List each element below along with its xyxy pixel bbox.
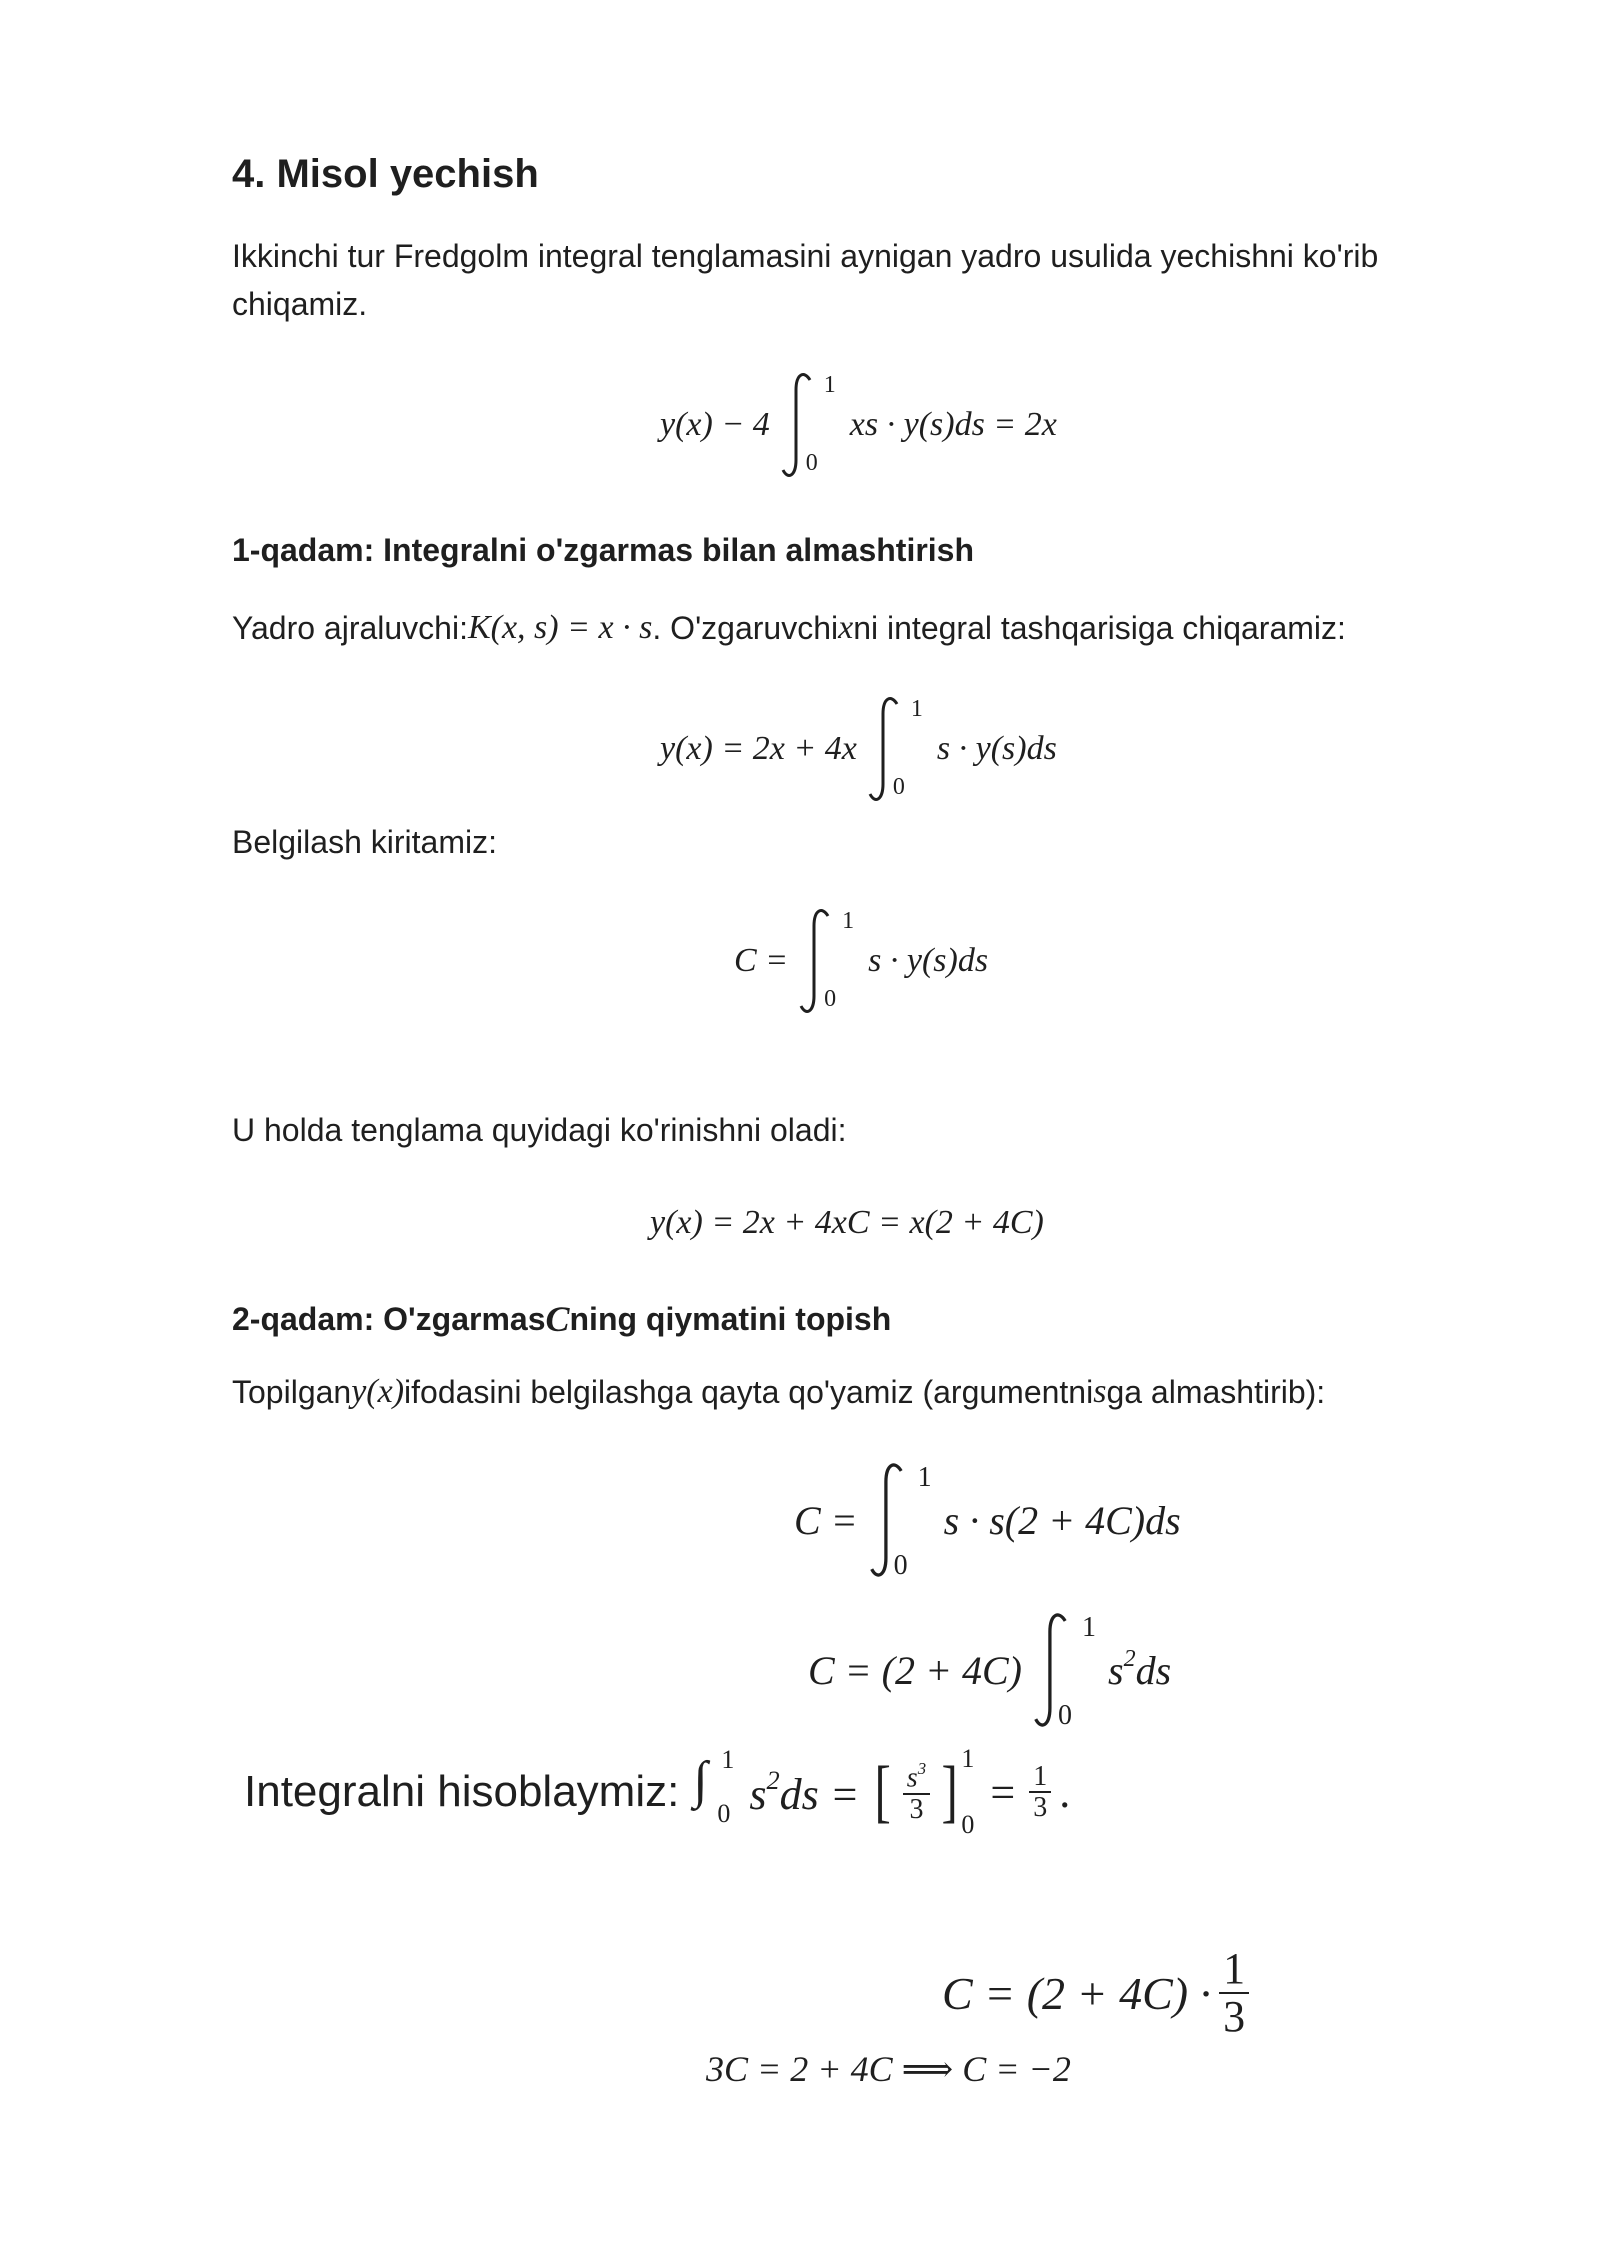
step-2-text <box>232 1368 1325 1416</box>
step-2-title-pre: 2-qadam: O'zgarmas <box>232 1300 546 1337</box>
equation-1 <box>660 370 1057 480</box>
calc-integral <box>693 1747 749 1837</box>
equation-7-numerator: 1 <box>1219 1946 1249 1994</box>
evaluation-limits <box>961 1744 974 1840</box>
integral-lower-limit: 0 <box>805 450 818 476</box>
intro-line-1: Ikkinchi tur Fredgolm integral tenglamasini aynigan yadro usulida yechishni ko'rib <box>232 238 1379 274</box>
numerator-exponent: 3 <box>917 1758 927 1778</box>
equation-7-fraction <box>1219 1946 1249 2040</box>
equation-8: 3C = 2 + 4C ⟹ C = −2 <box>706 2049 1071 2089</box>
integral-sign <box>780 370 840 480</box>
integrand-tail: ds <box>1135 1648 1172 1693</box>
intro-paragraph <box>232 232 1378 328</box>
kernel-formula: K(x, s) = x · s <box>467 609 653 646</box>
equation-6-integrand <box>1108 1646 1171 1694</box>
calc-integrand-exponent: 2 <box>766 1764 780 1795</box>
integral-upper-limit: 1 <box>842 908 855 934</box>
evaluation-lower: 0 <box>961 1810 975 1839</box>
equation-1-right: xs · y(s)ds = 2x <box>849 406 1057 443</box>
integral-lower-limit: 0 <box>892 774 905 800</box>
calc-label: Integralni hisoblaymiz: <box>244 1767 680 1816</box>
equation-1-left: y(x) − 4 <box>660 406 770 443</box>
intro-line-2: chiqamiz. <box>232 286 368 322</box>
calc-fraction <box>903 1760 930 1824</box>
section-heading: 4. Misol yechish <box>232 152 539 196</box>
function-y: y(x) <box>351 1373 405 1410</box>
calc-result <box>1029 1762 1051 1823</box>
calc-integrand-tail: ds = <box>779 1769 860 1819</box>
integral-upper-limit: 1 <box>1081 1612 1096 1643</box>
equation-2 <box>660 694 1057 804</box>
step-2-title-post: ning qiymatini topish <box>569 1300 892 1337</box>
calc-result-numerator: 1 <box>1029 1762 1051 1793</box>
calc-fraction-denominator: 3 <box>909 1793 924 1825</box>
calc-integrand <box>749 1765 859 1820</box>
equation-7-denominator: 3 <box>1223 1992 1246 2042</box>
integral-upper-limit: 1 <box>823 372 836 398</box>
calc-fraction-numerator <box>903 1760 930 1795</box>
calc-integral-lower: 0 <box>717 1799 731 1828</box>
step-2-text-mid: ifodasini belgilashga qayta qo'yamiz (argumentni <box>404 1374 1094 1410</box>
integral-sign <box>798 906 858 1016</box>
variable-s: s <box>1093 1373 1107 1410</box>
step-1-title: 1-qadam: Integralni o'zgarmas bilan almashtirish <box>232 532 975 568</box>
step-1-text <box>232 604 1346 652</box>
equation-5-left: C = <box>794 1497 858 1543</box>
integrand-base: s <box>1107 1648 1124 1693</box>
calc-integral-sign: ∫ <box>693 1752 708 1809</box>
integral-sign <box>868 1460 934 1580</box>
step-2-text-pre: Topilgan <box>232 1374 352 1410</box>
integral-sign <box>1032 1610 1098 1730</box>
equation-2-right: s · y(s)ds <box>936 730 1057 767</box>
integral-calculation <box>244 1744 1070 1840</box>
step-2-text-post: ga almashtirib): <box>1106 1374 1326 1410</box>
equation-3 <box>734 906 988 1016</box>
evaluation-upper: 1 <box>961 1744 975 1773</box>
equation-3-left: C = <box>734 942 789 979</box>
equation-2-left: y(x) = 2x + 4x <box>660 730 857 767</box>
integral-lower-limit: 0 <box>1057 1700 1072 1731</box>
equation-7 <box>942 1946 1257 2040</box>
integrand-exponent: 2 <box>1123 1646 1136 1672</box>
calc-result-denominator: 3 <box>1033 1792 1048 1823</box>
equation-7-left: C = (2 + 4C) · <box>942 1967 1212 2019</box>
step-1-text-mid: . O'zgaruvchi <box>652 610 839 646</box>
equation-5 <box>794 1460 1181 1580</box>
form-text: U holda tenglama quyidagi ko'rinishni oladi: <box>232 1112 847 1148</box>
integral-sign <box>867 694 927 804</box>
integral-upper-limit: 1 <box>917 1462 932 1493</box>
step-2-title <box>232 1298 891 1340</box>
calc-integral-upper: 1 <box>721 1745 735 1774</box>
right-bracket: ] <box>941 1753 958 1830</box>
equation-6 <box>808 1610 1171 1730</box>
equation-4: y(x) = 2x + 4xC = x(2 + 4C) <box>650 1204 1044 1241</box>
integral-lower-limit: 0 <box>893 1550 908 1581</box>
calc-equals: = <box>990 1767 1016 1817</box>
variable-x: x <box>838 609 854 646</box>
integral-upper-limit: 1 <box>910 696 923 722</box>
equation-6-left: C = (2 + 4C) <box>808 1647 1022 1693</box>
constant-c: C <box>545 1299 570 1339</box>
equation-5-right: s · s(2 + 4C)ds <box>943 1497 1181 1543</box>
notation-text: Belgilash kiritamiz: <box>232 824 497 860</box>
calc-integrand-base: s <box>749 1769 767 1819</box>
integral-lower-limit: 0 <box>824 986 837 1012</box>
left-bracket: [ <box>874 1753 892 1830</box>
equation-3-right: s · y(s)ds <box>868 942 989 979</box>
calc-period: . <box>1059 1767 1071 1817</box>
step-1-text-pre: Yadro ajraluvchi: <box>232 610 468 646</box>
numerator-base: s <box>906 1762 918 1794</box>
step-1-text-post: ni integral tashqarisiga chiqaramiz: <box>853 610 1346 646</box>
